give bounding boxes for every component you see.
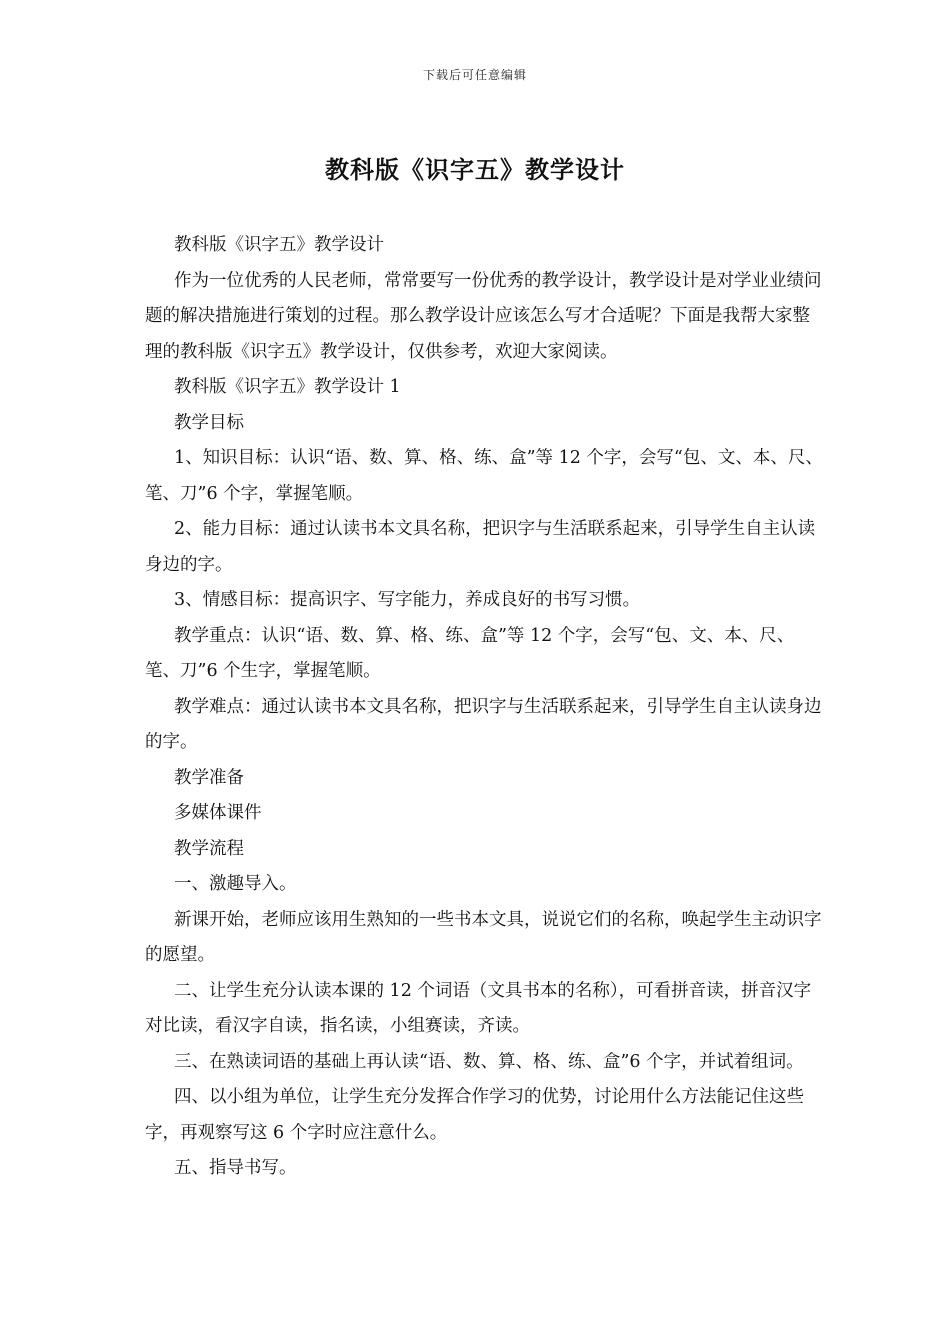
paragraph-step-2: 二、让学生充分认读本课的 12 个词语（文具书本的名称），可看拼音读，拼音汉字对比读，看汉字自读，指名读，小组赛读，齐读。 [145, 980, 812, 1036]
paragraph-preparation: 多媒体课件 [174, 803, 262, 823]
header-note: 下载后可任意编辑 [422, 68, 527, 82]
paragraph-step-3: 三、在熟读词语的基础上再认读“语、数、算、格、练、盒”6 个字，并试着组词。 [174, 1051, 804, 1072]
paragraph-step-1-detail: 新课开始，老师应该用生熟知的一些书本文具，说说它们的名称，唤起学生主动识字的愿望。 [145, 909, 822, 965]
paragraph-ability-goal: 2、能力目标：通过认读书本文具名称，把识字与生活联系起来，引导学生自主认读身边的字。 [145, 519, 816, 575]
paragraph-process-heading: 教学流程 [174, 838, 244, 859]
paragraph-preparation-heading: 教学准备 [174, 767, 244, 788]
paragraph-subtitle: 教科版《识字五》教学设计 [174, 235, 384, 255]
document-title: 教科版《识字五》教学设计 [325, 155, 625, 184]
paragraph-emotion-goal: 3、情感目标：提高识字、写字能力，养成良好的书写习惯。 [174, 590, 641, 610]
paragraph-intro: 作为一位优秀的人民老师，常常要写一份优秀的教学设计，教学设计是对学业业绩问题的解决措施进行策划的过程。那么教学设计应该怎么写才合适呢？下面是我帮大家整理的教科版《识字五》教学设计，仅供参考，欢迎大家阅读。 [145, 270, 822, 362]
paragraph-goals-heading: 教学目标 [174, 412, 244, 433]
document-body [145, 228, 825, 1187]
paragraph-section-heading: 教科版《识字五》教学设计 1 [174, 377, 401, 397]
paragraph-step-5: 五、指导书写。 [174, 1158, 297, 1178]
paragraph-key-points: 教学重点：认识“语、数、算、格、练、盒”等 12 个字，会写“包、文、本、尺、笔、刀”6 个生字，掌握笔顺。 [145, 625, 795, 681]
paragraph-knowledge-goal: 1、知识目标：认识“语、数、算、格、练、盒”等 12 个字，会写“包、文、本、尺、笔、刀”6 个字，掌握笔顺。 [145, 448, 823, 504]
paragraph-difficulties: 教学难点：通过认读书本文具名称，把识字与生活联系起来，引导学生自主认读身边的字。 [145, 696, 822, 752]
paragraph-step-4: 四、以小组为单位，让学生充分发挥合作学习的优势，讨论用什么方法能记住这些字，再观察写这 6 个字时应注意什么。 [145, 1087, 804, 1143]
paragraph-step-1: 一、激趣导入。 [174, 874, 297, 894]
